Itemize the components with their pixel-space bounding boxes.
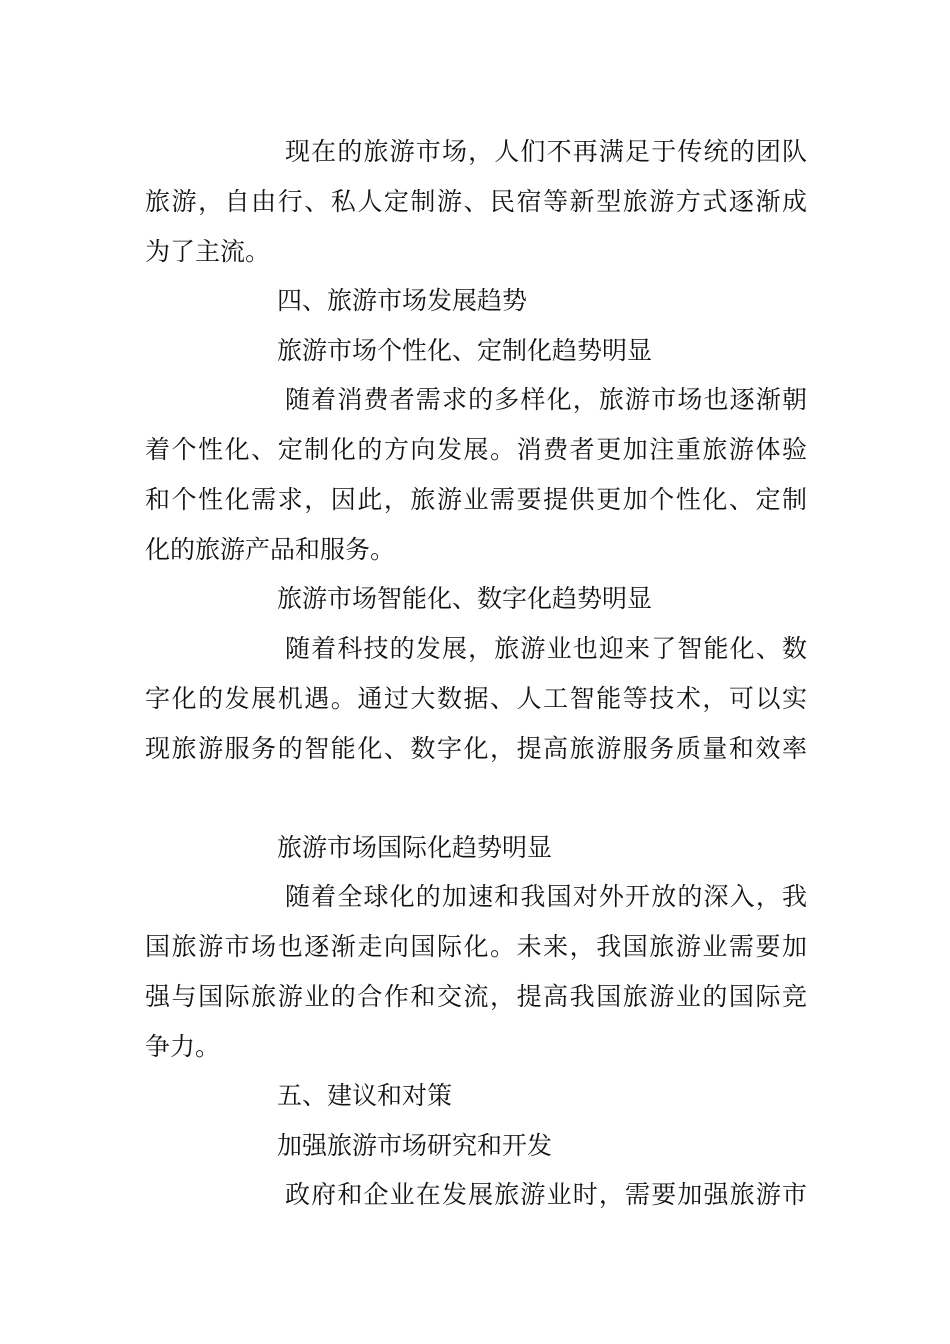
paragraph-personalized-line-4: 化的旅游产品和服务。 — [145, 535, 396, 564]
paragraph-international-line-4: 争力。 — [145, 1032, 221, 1061]
subheading-international: 旅游市场国际化趋势明显 — [277, 833, 553, 862]
subheading-research: 加强旅游市场研究和开发 — [277, 1131, 553, 1160]
subheading-personalized: 旅游市场个性化、定制化趋势明显 — [277, 336, 653, 365]
section-heading-suggestions: 五、建议和对策 — [277, 1081, 453, 1110]
paragraph-current-market-line-3: 为了主流。 — [145, 237, 271, 266]
paragraph-digital-line-3: 现旅游服务的智能化、数字化，提高旅游服务质量和效率 — [145, 734, 807, 763]
paragraph-research-line-1: 政府和企业在发展旅游业时，需要加强旅游市 — [285, 1180, 807, 1209]
paragraph-current-market-line-1: 现在的旅游市场，人们不再满足于传统的团队 — [285, 137, 807, 166]
paragraph-personalized-line-3: 和个性化需求，因此，旅游业需要提供更加个性化、定制 — [145, 485, 807, 514]
paragraph-international-line-2: 国旅游市场也逐渐走向国际化。未来，我国旅游业需要加 — [145, 932, 807, 961]
paragraph-current-market-line-2: 旅游，自由行、私人定制游、民宿等新型旅游方式逐渐成 — [145, 187, 807, 216]
subheading-digital: 旅游市场智能化、数字化趋势明显 — [277, 584, 653, 613]
section-heading-trends: 四、旅游市场发展趋势 — [277, 286, 528, 315]
paragraph-personalized-line-1: 随着消费者需求的多样化，旅游市场也逐渐朝 — [285, 385, 807, 414]
paragraph-digital-line-1: 随着科技的发展，旅游业也迎来了智能化、数 — [285, 634, 807, 663]
paragraph-international-line-1: 随着全球化的加速和我国对外开放的深入，我 — [285, 882, 807, 911]
paragraph-digital-line-2: 字化的发展机遇。通过大数据、人工智能等技术，可以实 — [145, 684, 807, 713]
paragraph-international-line-3: 强与国际旅游业的合作和交流，提高我国旅游业的国际竞 — [145, 982, 807, 1011]
paragraph-personalized-line-2: 着个性化、定制化的方向发展。消费者更加注重旅游体验 — [145, 435, 807, 464]
